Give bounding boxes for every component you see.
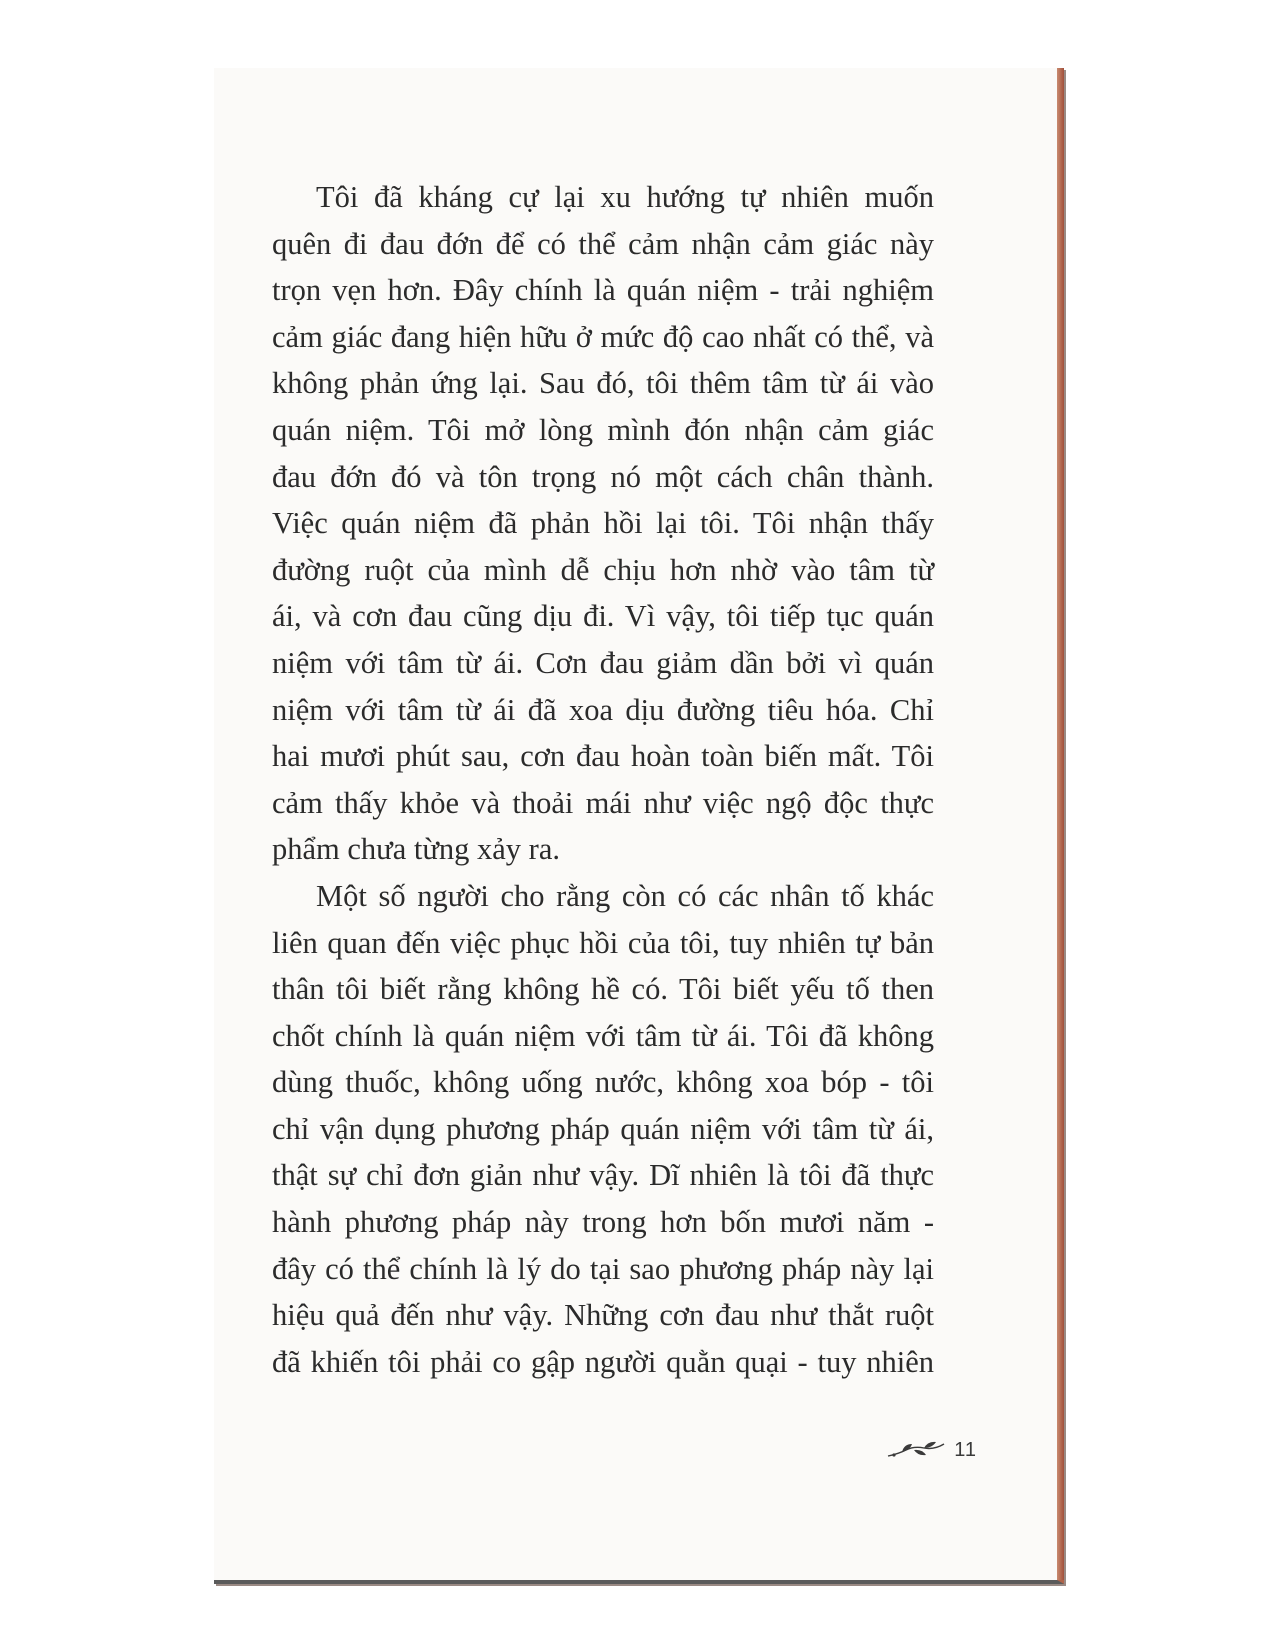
leaf-ornament-icon (884, 1438, 948, 1462)
text-line: ái, và cơn đau cũng dịu đi. Vì vậy, tôi tiếp tục quán (272, 599, 934, 634)
page-footer (884, 1438, 977, 1462)
text-line: quán niệm. Tôi mở lòng mình đón nhận cảm giác (272, 412, 934, 447)
text-line: liên quan đến việc phục hồi của tôi, tuy nhiên tự bản (272, 925, 934, 960)
text-line: hiệu quả đến như vậy. Những cơn đau như thắt ruột (272, 1298, 934, 1333)
text-line: chốt chính là quán niệm với tâm từ ái. Tôi đã không (272, 1018, 934, 1053)
page-edge (1057, 68, 1064, 1580)
text-line: Tôi đã kháng cự lại xu hướng tự nhiên muốn (316, 180, 934, 214)
text-line: đường ruột của mình dễ chịu hơn nhờ vào tâm từ (272, 552, 934, 587)
text-line: quên đi đau đớn để có thể cảm nhận cảm giác này (272, 226, 934, 261)
page-number: 11 (954, 1438, 977, 1461)
text-line: Việc quán niệm đã phản hồi lại tôi. Tôi nhận thấy (272, 506, 934, 541)
text-line: hành phương pháp này trong hơn bốn mươi năm - (272, 1205, 934, 1240)
text-line: dùng thuốc, không uống nước, không xoa bóp - tôi (272, 1065, 934, 1100)
text-line: thân tôi biết rằng không hề có. Tôi biết yếu tố then (272, 972, 934, 1007)
body-text (272, 174, 934, 1385)
text-line: đây có thể chính là lý do tại sao phương pháp này lại (272, 1251, 934, 1286)
text-line: Một số người cho rằng còn có các nhân tố khác (316, 878, 934, 913)
text-line: niệm với tâm từ ái đã xoa dịu đường tiêu hóa. Chỉ (272, 692, 934, 727)
text-line: phẩm chưa từng xảy ra. (272, 832, 560, 867)
text-line: thật sự chỉ đơn giản như vậy. Dĩ nhiên là tôi đã thực (272, 1158, 934, 1193)
text-line: chỉ vận dụng phương pháp quán niệm với tâm từ ái, (272, 1111, 934, 1146)
text-line: cảm giác đang hiện hữu ở mức độ cao nhất có thể, và (272, 319, 934, 354)
paragraph-2 (272, 873, 934, 1386)
text-line: trọn vẹn hơn. Đây chính là quán niệm - trải nghiệm (272, 273, 934, 308)
text-line: cảm thấy khỏe và thoải mái như việc ngộ độc thực (272, 785, 934, 820)
paragraph-1 (272, 174, 934, 873)
book-page (214, 68, 1064, 1584)
text-line: không phản ứng lại. Sau đó, tôi thêm tâm từ ái vào (272, 366, 934, 401)
text-line: đã khiến tôi phải co gập người quằn quại - tuy nhiên (272, 1344, 934, 1379)
text-line: hai mươi phút sau, cơn đau hoàn toàn biến mất. Tôi (272, 739, 934, 774)
text-line: niệm với tâm từ ái. Cơn đau giảm dần bởi vì quán (272, 645, 934, 680)
text-line: đau đớn đó và tôn trọng nó một cách chân thành. (272, 459, 934, 494)
